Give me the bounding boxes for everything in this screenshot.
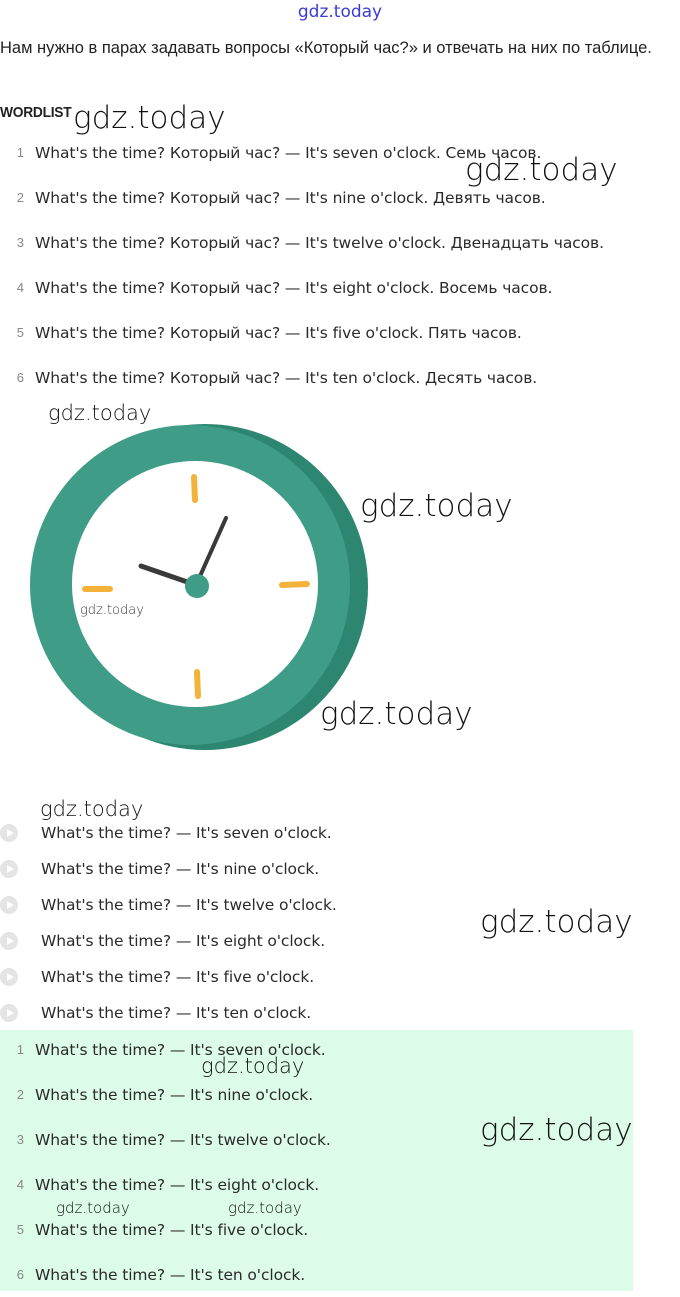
item-number: 6 xyxy=(16,1267,24,1282)
item-number: 5 xyxy=(16,1222,24,1237)
audio-text: What's the time? — It's twelve o'clock. xyxy=(41,896,337,914)
watermark: gdz.today xyxy=(48,401,152,425)
watermark: gdz.today xyxy=(320,696,473,732)
item-text: What's the time? Который час? — It's eight o'clock. Восемь часов. xyxy=(35,278,553,297)
item-text: What's the time? Который час? — It's ten o'clock. Десять часов. xyxy=(35,368,538,387)
play-icon[interactable] xyxy=(0,968,18,986)
item-text: What's the time? Который час? — It's nine o'clock. Девять часов. xyxy=(35,188,546,207)
audio-text: What's the time? — It's nine o'clock. xyxy=(41,860,320,878)
watermark: gdz.today xyxy=(480,904,633,940)
audio-text: What's the time? — It's ten o'clock. xyxy=(41,1004,312,1022)
top-watermark: gdz.today xyxy=(297,2,383,22)
audio-text: What's the time? — It's eight o'clock. xyxy=(41,932,326,950)
audio-item xyxy=(0,923,325,959)
marker-6 xyxy=(197,672,198,696)
play-icon[interactable] xyxy=(0,860,18,878)
item-text: What's the time? — It's eight o'clock. xyxy=(35,1175,320,1194)
watermark: gdz.today xyxy=(73,100,226,136)
list-item xyxy=(0,1252,305,1297)
item-number: 2 xyxy=(16,1087,24,1102)
item-number: 4 xyxy=(16,280,24,295)
watermark: gdz.today xyxy=(480,1112,633,1148)
play-icon[interactable] xyxy=(0,1004,18,1022)
item-number: 6 xyxy=(16,370,24,385)
list-item xyxy=(0,1117,331,1162)
watermark: gdz.today xyxy=(56,1199,130,1217)
marker-12 xyxy=(194,477,195,500)
list-item xyxy=(0,130,541,175)
item-number: 2 xyxy=(16,190,24,205)
list-item xyxy=(0,355,537,400)
watermark: gdz.today xyxy=(40,797,144,821)
watermark: gdz.today xyxy=(360,488,513,524)
watermark: gdz.today xyxy=(80,603,144,618)
list-item xyxy=(0,1072,313,1117)
item-number: 3 xyxy=(16,235,24,250)
item-number: 1 xyxy=(16,1042,24,1057)
watermark: gdz.today xyxy=(201,1054,305,1078)
play-icon[interactable] xyxy=(0,932,18,950)
audio-item xyxy=(0,995,311,1031)
item-number: 1 xyxy=(16,145,24,160)
play-icon[interactable] xyxy=(0,896,18,914)
list-item xyxy=(0,310,522,355)
list-item xyxy=(0,265,552,310)
item-number: 4 xyxy=(16,1177,24,1192)
item-text: What's the time? — It's twelve o'clock. xyxy=(35,1130,331,1149)
watermark: gdz.today xyxy=(465,152,618,188)
audio-item xyxy=(0,851,319,887)
audio-text: What's the time? — It's five o'clock. xyxy=(41,968,315,986)
clock-center xyxy=(185,574,209,598)
list-item xyxy=(0,220,604,265)
item-number: 5 xyxy=(16,325,24,340)
wordlist-label: WORDLIST xyxy=(0,104,72,121)
marker-3 xyxy=(282,584,307,585)
watermark: gdz.today xyxy=(228,1199,302,1217)
audio-item xyxy=(0,959,314,995)
item-text: What's the time? — It's nine o'clock. xyxy=(35,1085,314,1104)
intro-text: Нам нужно в парах задавать вопросы «Который час?» и отвечать на них по таблице. xyxy=(0,39,652,57)
item-text: What's the time? — It's five o'clock. xyxy=(35,1220,309,1239)
audio-text: What's the time? — It's seven o'clock. xyxy=(41,824,332,842)
item-text: What's the time? Который час? — It's five o'clock. Пять часов. xyxy=(35,323,522,342)
audio-item xyxy=(0,887,337,923)
play-icon[interactable] xyxy=(0,824,18,842)
item-text: What's the time? Который час? — It's seven o'clock. Семь часов. xyxy=(35,143,542,162)
item-text: What's the time? — It's seven o'clock. xyxy=(35,1040,326,1059)
item-text: What's the time? Который час? — It's twelve o'clock. Двенадцать часов. xyxy=(35,233,604,252)
list-item xyxy=(0,175,546,220)
item-number: 3 xyxy=(16,1132,24,1147)
item-text: What's the time? — It's ten o'clock. xyxy=(35,1265,306,1284)
